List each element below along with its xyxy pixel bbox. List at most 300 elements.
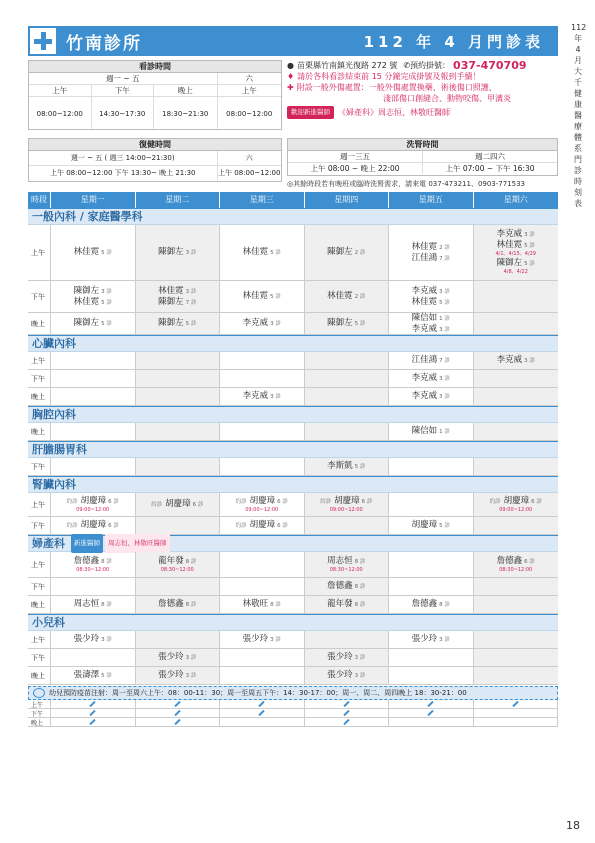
doctor-name: 陳信如 (411, 426, 438, 436)
doctor-entry (74, 634, 112, 645)
doctor-name: 林佳霓 (496, 240, 523, 250)
schedule-cell (305, 313, 390, 334)
doctor-entry (327, 291, 365, 302)
schedule-cell (474, 313, 559, 334)
col-header-tue: 星期二 (136, 192, 221, 208)
vaccine-cell (305, 700, 390, 708)
schedule-cell (305, 458, 390, 475)
doctor-name: 張少玲 (327, 670, 353, 680)
schedule-cell (305, 578, 390, 595)
room-number: 5 診 (524, 261, 535, 267)
clinic-logo-icon (28, 26, 58, 56)
doctor-name: 張少玲 (411, 634, 438, 644)
schedule-cell (389, 631, 474, 648)
room-number: 5 診 (270, 294, 281, 300)
schedule-cell (220, 313, 305, 334)
doctor-name: 張少玲 (242, 634, 269, 644)
doctor-entry (327, 461, 365, 472)
slot-label: 晚上 (28, 423, 51, 440)
appointment-tag: 約診 (320, 498, 332, 505)
schedule-cell (220, 552, 305, 577)
pen-icon (174, 710, 180, 716)
doctor-name: 李克威 (242, 391, 269, 401)
pen-icon (174, 719, 180, 725)
schedule-cell (136, 313, 221, 334)
schedule-cell (220, 667, 305, 684)
room-number: 3 診 (354, 673, 366, 679)
doctor-name: 李克威 (496, 355, 523, 365)
doctor-name: 詹德鑫 (327, 581, 353, 591)
doctor-name: 龍年發 (327, 599, 353, 609)
room-number: 1 診 (439, 315, 450, 322)
doctor-entry (412, 313, 450, 324)
plus-icon: ✚ (287, 83, 294, 92)
booking-label: 預約掛號： (410, 61, 451, 70)
doctor-entry (74, 318, 112, 329)
notice: 請於各科看診結束前 15 分鐘完成掛號及報到手續！ (297, 72, 481, 81)
vaccine-bar (28, 686, 558, 700)
section-name: 一般內科 / 家庭醫學科 (32, 210, 143, 223)
schedule-cell (474, 667, 559, 684)
schedule-cell (220, 281, 305, 312)
vaccine-cell (220, 718, 305, 726)
appointment-tag: 約診 (489, 498, 501, 505)
doctor-name: 周志恒 (73, 599, 100, 609)
slot-label: 上午 (28, 225, 51, 280)
vaccine-text: 幼兒預防疫苗注射：周一至周六上午：08：00-11：30；周一至周五下午：14：30-17：00；周一、周二、周四晚上 18：30-21：00 (49, 689, 467, 697)
vaccine-cell (51, 718, 136, 726)
table-row (28, 517, 558, 535)
vaccine-cell (474, 700, 559, 708)
side-char: 診 (574, 166, 582, 175)
room-number: 3 診 (270, 637, 281, 643)
table-row (28, 225, 558, 281)
room-number: 5 診 (101, 673, 112, 679)
schedule-cell (136, 596, 221, 613)
schedule-cell (220, 423, 305, 440)
room-number: 6 診 (108, 523, 119, 529)
mwf-times: 上午 08:00 ~ 晚上 22:00 (288, 163, 423, 174)
schedule-cell (220, 388, 305, 405)
room-number: 5 診 (354, 321, 366, 327)
room-number: 5 診 (524, 243, 535, 249)
saturday-times: 上午 08:00~12:00 (218, 169, 281, 177)
room-number: 3 診 (524, 358, 535, 364)
vaccine-cell (136, 700, 221, 708)
doctor-entry (243, 634, 281, 645)
doctor-entry (412, 253, 450, 264)
schedule-cell (474, 423, 559, 440)
table-row (28, 370, 558, 388)
doctor-name: 李克威 (411, 391, 438, 401)
schedule-cell (389, 649, 474, 666)
side-char: 療 (574, 122, 582, 131)
side-char: 表 (574, 199, 582, 208)
doctor-note: 4/8、4/22 (503, 269, 528, 275)
schedule-cell (474, 552, 559, 577)
doctor-name: 胡慶璋 (249, 495, 276, 506)
schedule-cell (389, 493, 474, 516)
doctor-entry (74, 599, 112, 610)
room-number: 8 診 (354, 584, 366, 590)
clinic-hours-slots (29, 85, 281, 97)
schedule-cell (136, 423, 221, 440)
room-number: 6 診 (108, 498, 119, 505)
clinic-name: 竹南診所 (66, 33, 142, 54)
pen-icon (90, 710, 96, 716)
schedule-cell (305, 631, 390, 648)
room-number: 3 診 (270, 321, 281, 327)
side-char: 大 (574, 67, 582, 76)
doctor-name: 詹德鑫 (73, 555, 100, 566)
vaccine-row (28, 718, 558, 727)
address: 苗栗縣竹南鎮光復路 272 號 (296, 61, 398, 70)
schedule-cell (136, 225, 221, 280)
doctor-entry (412, 324, 450, 335)
vaccine-cell (136, 718, 221, 726)
room-number: 8 診 (185, 558, 197, 565)
section-name: 腎臟內科 (32, 478, 76, 491)
slot-label: 晚上 (154, 85, 218, 96)
schedule-cell (389, 667, 474, 684)
schedule-cell (136, 667, 221, 684)
section-header (28, 406, 558, 423)
doctor-entry (412, 373, 450, 384)
doctor-name: 胡慶璋 (165, 499, 191, 509)
clinic-hours-times (29, 97, 281, 131)
section-header (28, 614, 558, 631)
table-row (28, 423, 558, 441)
section-name: 心臟內科 (32, 337, 76, 350)
pen-icon (343, 701, 349, 707)
doctor-name: 胡慶璋 (411, 520, 438, 530)
room-number: 8 診 (270, 602, 281, 608)
address-line (287, 60, 558, 71)
schedule-cell (389, 313, 474, 334)
doctor-entry (327, 247, 365, 258)
doctor-note: 09:00~12:00 (499, 506, 533, 513)
schedule-cell (51, 631, 136, 648)
slot-time: 08:00~12:00 (29, 97, 92, 131)
table-row (28, 552, 558, 578)
schedule-cell (220, 352, 305, 369)
doctor-note: 09:00~12:00 (76, 506, 110, 513)
new-doctor-badge: 歡迎新進醫師 (287, 106, 334, 119)
room-number: 6 診 (277, 498, 288, 505)
doctor-entry (158, 318, 196, 329)
slot-label: 下午 (28, 649, 51, 666)
slot-label: 晚上 (28, 667, 51, 684)
col-header-wed: 星期三 (220, 192, 305, 208)
vaccine-cell (389, 709, 474, 717)
slot-label: 下午 (28, 281, 51, 312)
col-header-mon: 星期一 (51, 192, 136, 208)
new-doctor-line (287, 106, 558, 119)
clinic-hours-table (28, 60, 282, 130)
schedule-cell (51, 578, 136, 595)
room-number: 5 診 (270, 250, 281, 256)
booking-phone[interactable]: 037-470709 (453, 59, 527, 72)
room-number: 3 診 (439, 288, 450, 295)
room-number: 3 診 (185, 250, 197, 256)
tts-label: 週二四六 (475, 152, 505, 161)
pen-icon (512, 701, 518, 707)
room-number: 5 診 (101, 321, 112, 327)
schedule-cell (51, 281, 136, 312)
pen-icon (428, 710, 434, 716)
schedule-cell (305, 552, 390, 577)
section-name: 肝膽腸胃科 (32, 443, 87, 456)
schedule-cell (136, 281, 221, 312)
side-char: 年 (574, 34, 582, 43)
schedule-cell (220, 493, 305, 516)
table-row (28, 578, 558, 596)
vaccine-cell (305, 709, 390, 717)
tts-times: 上午 07:00 ~ 下午 16:30 (445, 164, 535, 173)
doctor-entry (158, 247, 196, 258)
doctor-name: 江佳鴻 (411, 355, 438, 365)
doctor-name: 詹德鑫 (158, 599, 184, 609)
doctor-entry (243, 391, 281, 402)
room-number: 3 診 (270, 394, 281, 400)
surgery-line (287, 82, 558, 93)
room-number: 3 診 (439, 637, 450, 643)
room-number: 7 診 (185, 299, 197, 306)
schedule-cell (51, 388, 136, 405)
vaccine-cell (51, 700, 136, 708)
vaccine-cell (389, 718, 474, 726)
doctor-name: 陳信如 (411, 312, 438, 323)
schedule-cell (51, 596, 136, 613)
doctor-entry (67, 520, 119, 531)
surgery-text-1: 附設一般外傷處置：一般外傷處置換藥、術後傷口照護、 (296, 83, 497, 92)
schedule-cell (136, 493, 221, 516)
table-row (28, 596, 558, 614)
side-char: 體 (574, 133, 582, 142)
doctor-entry (497, 556, 535, 567)
section-header (28, 535, 558, 552)
bell-icon: ♦ (287, 72, 295, 81)
schedule-cell (51, 493, 136, 516)
mwf-label: 週一三五 (288, 151, 423, 162)
weekday-label: 週一 ~ 五 ( 週三 14:00~21:30) (29, 151, 218, 165)
schedule-cell (474, 458, 559, 475)
schedule-cell (136, 552, 221, 577)
side-char: 系 (574, 144, 582, 153)
doctor-entry (158, 297, 196, 308)
clinic-hours-days (29, 73, 281, 85)
saturday-label: 六 (245, 154, 253, 162)
section-header (28, 208, 558, 225)
col-header-sat: 星期六 (503, 195, 528, 204)
schedule-cell (474, 352, 559, 369)
rehab-hours-times (29, 166, 281, 180)
schedule-cell (389, 578, 474, 595)
doctor-name: 胡慶璋 (80, 520, 107, 530)
section-name: 婦產科 (32, 537, 65, 550)
saturday-label: 六 (245, 74, 253, 83)
schedule-cell (220, 578, 305, 595)
room-number: 8 診 (354, 558, 366, 565)
weekday-times: 上午 08:00~12:00 下午 13:30~ 晚上 21:30 (29, 166, 218, 180)
schedule-cell (389, 517, 474, 534)
table-row (28, 493, 558, 517)
doctor-entry (158, 670, 196, 681)
schedule-cell (136, 649, 221, 666)
doctor-name: 林佳霓 (411, 241, 438, 252)
doctor-entry (158, 652, 196, 663)
side-char: 健 (574, 89, 582, 98)
vaccine-row (28, 709, 558, 718)
appointment-tag: 約診 (235, 498, 247, 505)
surgery-text-2: 淺部傷口創縫合、動物咬傷、甲溝炎 (383, 94, 511, 103)
footnote: ◎其餘時段若有晚班或臨時洗腎需求，請來電 037-473211、0903-771533 (287, 180, 526, 188)
page-number: 18 (566, 819, 580, 832)
vaccine-cell (136, 709, 221, 717)
schedule-cell (389, 281, 474, 312)
room-number: 3 診 (185, 655, 197, 661)
doctor-name: 陳御左 (158, 296, 184, 307)
schedule-cell (136, 388, 221, 405)
doctor-entry (412, 355, 450, 366)
col-header-thu: 星期四 (305, 192, 390, 208)
room-number: 3 診 (354, 655, 366, 661)
slot-label: 上午 (28, 352, 51, 369)
doctor-entry (412, 297, 450, 308)
doctor-entry (158, 599, 196, 610)
doctor-entry (67, 496, 119, 507)
doctor-entry (74, 556, 112, 567)
doctor-entry (320, 496, 372, 507)
slot-label: 下午 (28, 709, 51, 717)
room-number: 6 診 (531, 498, 542, 505)
schedule-cell (136, 352, 221, 369)
vaccine-cell (51, 709, 136, 717)
doctor-entry (74, 670, 112, 681)
schedule-table (28, 192, 558, 727)
schedule-cell (305, 370, 390, 387)
doctor-entry (236, 520, 288, 531)
doctor-name: 林佳霓 (73, 247, 100, 257)
table-row (28, 631, 558, 649)
room-number: 6 診 (192, 502, 204, 508)
room-number: 3 診 (439, 376, 450, 382)
doctor-name: 陳御左 (158, 318, 184, 328)
schedule-cell (51, 517, 136, 534)
doctor-entry (327, 556, 365, 567)
room-number: 3 診 (185, 673, 197, 679)
rehab-hours-days (29, 151, 281, 166)
doctor-entry (327, 599, 365, 610)
schedule-cell (305, 649, 390, 666)
schedule-cell (474, 281, 559, 312)
doctor-name: 陳御左 (327, 247, 353, 257)
slot-label: 上午 (29, 85, 92, 96)
doctor-entry (412, 520, 450, 531)
schedule-cell (474, 578, 559, 595)
clinic-info (287, 60, 558, 119)
room-number: 8 診 (101, 602, 112, 608)
doctor-note: 08:30~12:00 (76, 566, 110, 573)
side-char: 月 (574, 56, 582, 65)
doctor-name: 胡慶璋 (503, 495, 530, 506)
room-number: 5 診 (101, 299, 112, 306)
room-number: 3 診 (439, 394, 450, 400)
room-number: 3 診 (101, 637, 112, 643)
schedule-cell (51, 458, 136, 475)
doctor-name: 陳御左 (327, 318, 353, 328)
schedule-cell (389, 458, 474, 475)
vaccine-row (28, 700, 558, 709)
vaccine-cell (474, 709, 559, 717)
doctor-name: 陳御左 (158, 247, 184, 257)
slot-label: 上午 (241, 86, 257, 95)
schedule-cell (136, 370, 221, 387)
doctor-entry (490, 496, 542, 507)
doctor-entry (158, 286, 196, 297)
side-char: 112 (571, 23, 587, 32)
vaccine-cell (305, 718, 390, 726)
schedule-cell (51, 352, 136, 369)
side-char: 門 (574, 155, 582, 164)
slot-label: 晚上 (28, 596, 51, 613)
doctor-name: 林佳霓 (242, 291, 269, 301)
pen-icon (343, 719, 349, 725)
room-number: 7 診 (439, 255, 450, 262)
side-char: 康 (574, 100, 582, 109)
table-row (28, 649, 558, 667)
doctor-name: 林佳霓 (158, 285, 184, 296)
room-number: 8 診 (439, 602, 450, 608)
doctor-entry (497, 229, 535, 240)
doctor-note: 09:00~12:00 (245, 506, 279, 513)
schedule-cell (305, 352, 390, 369)
schedule-cell (389, 370, 474, 387)
doctor-note: 4/1、4/15、4/29 (495, 251, 536, 257)
doctor-entry (497, 258, 535, 269)
rehab-hours-title: 復健時間 (29, 139, 281, 151)
section-header (28, 441, 558, 458)
doctor-entry (151, 499, 203, 510)
side-char: 時 (574, 177, 582, 186)
doctor-name: 龍年發 (158, 555, 184, 566)
room-number: 2 診 (354, 294, 366, 300)
doctor-name: 詹德鑫 (496, 555, 523, 566)
doctor-name: 陳御左 (496, 258, 523, 268)
schedule-cell (305, 667, 390, 684)
vaccine-cell (220, 700, 305, 708)
rehab-hours-table (28, 138, 282, 182)
doctor-name: 張少玲 (73, 634, 100, 644)
schedule-cell (474, 596, 559, 613)
room-number: 3 診 (185, 288, 197, 295)
room-number: 8 診 (185, 602, 197, 608)
dialysis-hours-title: 洗腎時間 (288, 139, 557, 151)
slot-time: 08:00~12:00 (226, 110, 273, 118)
slot-label: 下午 (28, 370, 51, 387)
new-doctor-note: 周志恒、林敬旺醫師 (105, 534, 170, 553)
doctor-name: 李克威 (411, 373, 438, 383)
phone-icon: ✆ (403, 61, 411, 70)
doctor-name: 胡慶璋 (334, 495, 360, 506)
pen-icon (90, 701, 96, 707)
schedule-cell (51, 552, 136, 577)
pen-icon (174, 701, 180, 707)
schedule-cell (220, 631, 305, 648)
section-header (28, 476, 558, 493)
col-header-fri: 星期五 (389, 192, 474, 208)
doctor-name: 陳御左 (73, 318, 100, 328)
